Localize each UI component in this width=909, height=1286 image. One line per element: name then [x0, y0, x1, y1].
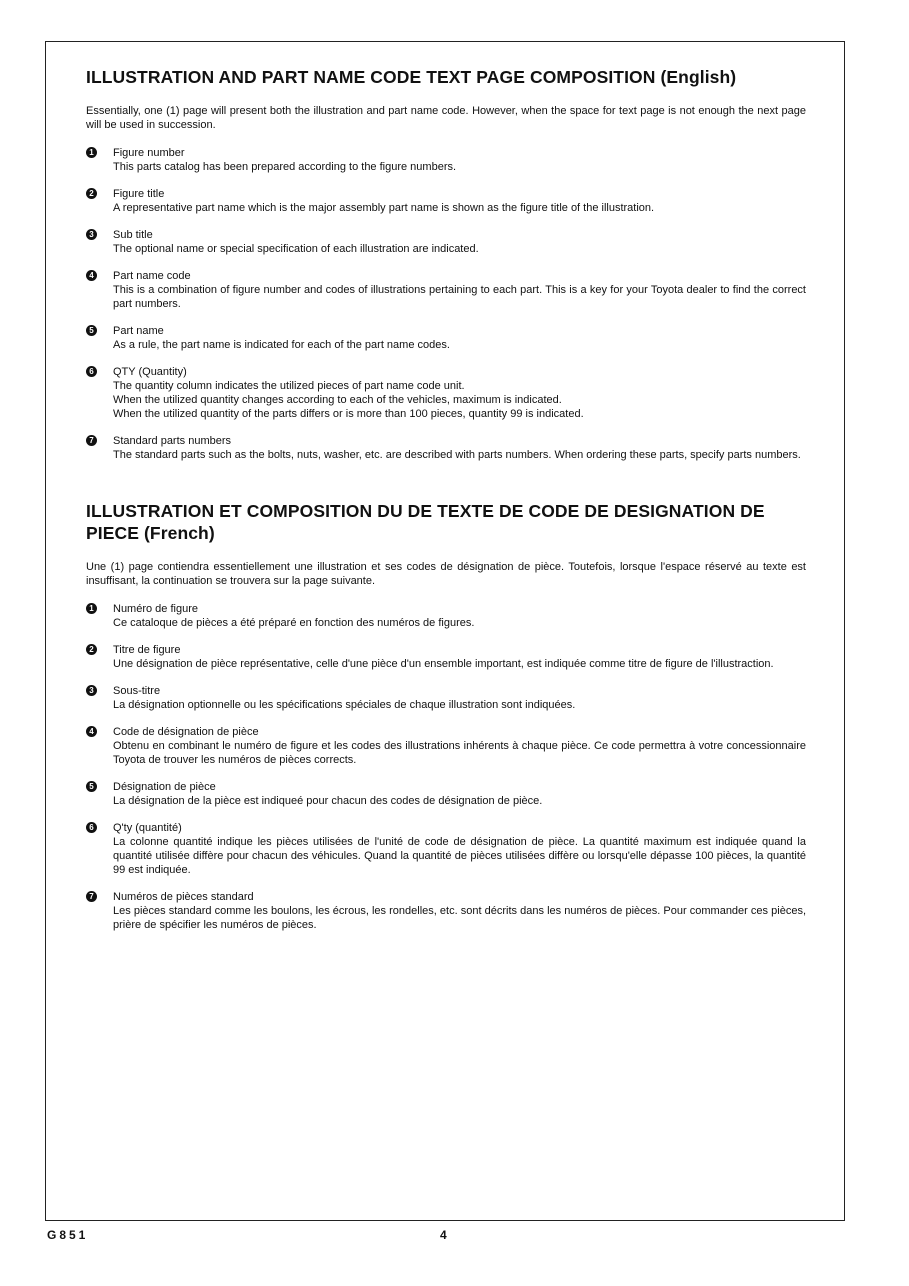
- number-badge-icon: 5: [86, 781, 97, 792]
- number-badge-icon: 5: [86, 325, 97, 336]
- french-intro: Une (1) page contiendra essentiellement une illustration et ses codes de désignation de pièce. Toutefois, lorsque l'espace réservé au texte est insuffisant, la continuation se trouvera sur la page suivante.: [86, 561, 806, 587]
- list-item: [86, 146, 806, 174]
- list-item: [86, 269, 806, 311]
- item-description: Obtenu en combinant le numéro de figure et les codes des illustrations inhérents à chaque pièce. Ce code permettra à votre concessionnaire Toyota de trouver les numéros de pièces corrects.: [113, 740, 806, 766]
- item-title: Part name: [113, 325, 164, 337]
- list-item: [86, 228, 806, 256]
- list-item: [86, 187, 806, 215]
- item-description: La colonne quantité indique les pièces utilisées de l'unité de code de désignation de pièce. La quantité maximum est indiquée quand la quantité utilisée diffère pour chacun des véhicules. Quand la quantité de pièces utilisées diffère ou lorsqu'elle dépasse 100 pièces, la quantité 99 est indiquée.: [113, 836, 806, 876]
- item-description: This parts catalog has been prepared according to the figure numbers.: [113, 161, 457, 173]
- list-item: [86, 725, 806, 767]
- item-title: Figure number: [113, 147, 185, 159]
- list-item: [86, 684, 806, 712]
- item-description: This is a combination of figure number and codes of illustrations pertaining to each part. This is a key for your Toyota dealer to find the correct part numbers.: [113, 284, 806, 310]
- item-title: Sub title: [113, 229, 153, 241]
- item-description: La désignation optionnelle ou les spécifications spéciales de chaque illustration sont indiquées.: [113, 699, 576, 711]
- number-badge-icon: 6: [86, 822, 97, 833]
- number-badge-icon: 3: [86, 685, 97, 696]
- page-content: [86, 66, 806, 945]
- item-title: Standard parts numbers: [113, 435, 232, 447]
- french-section: [86, 500, 806, 932]
- item-title: Part name code: [113, 270, 191, 282]
- number-badge-icon: 1: [86, 603, 97, 614]
- item-title: Titre de figure: [113, 644, 181, 656]
- list-item: [86, 324, 806, 352]
- number-badge-icon: 4: [86, 270, 97, 281]
- item-description: La désignation de la pièce est indiqueé pour chacun des codes de désignation de pièce.: [113, 795, 543, 807]
- list-item: [86, 821, 806, 877]
- item-description: A representative part name which is the major assembly part name is shown as the figure title of the illustration.: [113, 202, 655, 214]
- french-item-list: [86, 602, 806, 932]
- item-title: Figure title: [113, 188, 165, 200]
- list-item: [86, 643, 806, 671]
- item-description: Une désignation de pièce représentative, celle d'une pièce d'un ensemble important, est indiquée comme titre de figure de l'illustraction.: [113, 658, 774, 670]
- item-description: As a rule, the part name is indicated for each of the part name codes.: [113, 339, 450, 351]
- number-badge-icon: 1: [86, 147, 97, 158]
- item-description: The quantity column indicates the utilized pieces of part name code unit. When the utilized quantity changes according to each of the vehicles, maximum is indicated. When the utilized quantity of the parts differs or is more than 100 pieces, quantity 99 is indicated.: [113, 380, 584, 420]
- list-item: [86, 434, 806, 462]
- catalog-code: G851: [47, 1228, 89, 1242]
- number-badge-icon: 3: [86, 229, 97, 240]
- french-heading: ILLUSTRATION ET COMPOSITION DU DE TEXTE DE CODE DE DESIGNATION DE PIECE (French): [86, 501, 765, 543]
- list-item: [86, 365, 806, 421]
- item-description: Ce cataloque de pièces a été préparé en fonction des numéros de figures.: [113, 617, 475, 629]
- list-item: [86, 890, 806, 932]
- item-title: Q'ty (quantité): [113, 822, 182, 834]
- item-title: Désignation de pièce: [113, 781, 216, 793]
- item-description: The optional name or special specification of each illustration are indicated.: [113, 243, 479, 255]
- english-intro: Essentially, one (1) page will present both the illustration and part name code. However, when the space for text page is not enough the next page will be used in succession.: [86, 105, 806, 131]
- english-heading: ILLUSTRATION AND PART NAME CODE TEXT PAGE COMPOSITION (English): [86, 67, 737, 87]
- list-item: [86, 602, 806, 630]
- number-badge-icon: 7: [86, 435, 97, 446]
- number-badge-icon: 2: [86, 188, 97, 199]
- item-title: Code de désignation de pièce: [113, 726, 259, 738]
- page-number: 4: [440, 1228, 447, 1242]
- item-title: Sous-titre: [113, 685, 161, 697]
- item-title: Numéros de pièces standard: [113, 891, 254, 903]
- item-title: QTY (Quantity): [113, 366, 187, 378]
- english-item-list: [86, 146, 806, 462]
- english-section: [86, 66, 806, 462]
- number-badge-icon: 2: [86, 644, 97, 655]
- item-title: Numéro de figure: [113, 603, 198, 615]
- number-badge-icon: 7: [86, 891, 97, 902]
- list-item: [86, 780, 806, 808]
- page-frame: [45, 41, 845, 1221]
- number-badge-icon: 4: [86, 726, 97, 737]
- item-description: The standard parts such as the bolts, nuts, washer, etc. are described with parts numbers. When ordering these parts, specify parts numbers.: [113, 449, 801, 461]
- item-description: Les pièces standard comme les boulons, les écrous, les rondelles, etc. sont décrits dans les numéros de pièces. Pour commander ces pièces, prière de spécifier les numéros de pièces.: [113, 905, 806, 931]
- number-badge-icon: 6: [86, 366, 97, 377]
